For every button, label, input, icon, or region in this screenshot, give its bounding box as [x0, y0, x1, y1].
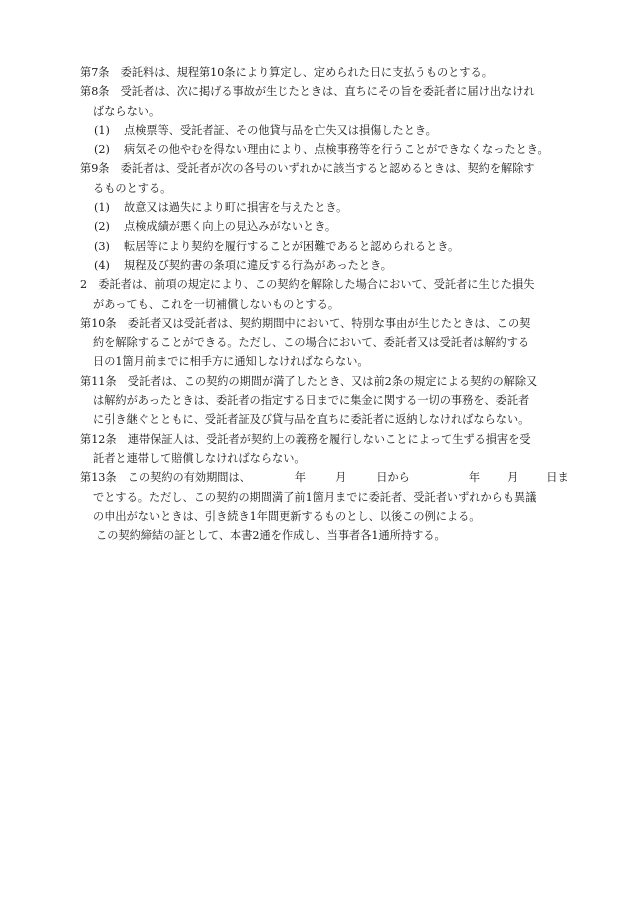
article-11: 第11条 受託者は、この契約の期間が満了したとき、又は前2条の規定による契約の解除又	[80, 374, 538, 388]
end-year-label: 年	[468, 471, 481, 485]
start-year-label: 年	[294, 471, 307, 485]
start-day-label: 日から	[376, 471, 410, 485]
article-12-continuation: 託者と連帯して賠償しなければならない。	[93, 451, 306, 465]
contract-clauses	[80, 63, 569, 545]
closing-statement: この契約締結の証として、本書2通を作成し、当事者各1通所持する。	[96, 529, 446, 543]
article-13	[80, 468, 569, 487]
end-month-label: 月	[507, 471, 519, 485]
article-13-continuation: でとする。ただし、この契約の期間満了前1箇月までに委託者、受託者いずれからも異議	[93, 490, 537, 504]
item-number: (3)	[94, 239, 110, 253]
article-8: 第8条 受託者は、次に掲げる事故が生じたときは、直ちにその旨を委託者に届け出なけれ	[80, 85, 535, 99]
end-day-label: 日ま	[546, 471, 569, 485]
item-text: 規程及び契約書の条項に違反する行為があったとき。	[124, 258, 392, 272]
validity-period-label: 第13条 この契約の有効期間は、	[80, 471, 251, 485]
item-text: 病気その他やむを得ない理由により、点検事務等を行うことができなくなったとき。	[124, 143, 549, 157]
item-text: 転居等により契約を履行することが困難であると認められるとき。	[124, 239, 460, 253]
article-12: 第12条 連帯保証人は、受託者が契約上の義務を履行しないことによって生ずる損害を受	[80, 432, 531, 446]
article-8-item-2	[80, 140, 560, 159]
article-11-continuation: は解約があったときは、委託者の指定する日までに集金に関する一切の事務を、委託者	[93, 394, 530, 408]
item-text: 点検票等、受託者証、その他貸与品を亡失又は損傷したとき。	[124, 123, 437, 137]
start-month-label: 月	[335, 471, 347, 485]
item-number: (1)	[94, 201, 110, 215]
article-9-continuation: るものとする。	[93, 181, 172, 195]
article-9-item-4	[80, 256, 560, 275]
article-10: 第10条 委託者又は受託者は、契約期間中において、特別な事由が生じたときは、この契	[80, 316, 531, 330]
item-number: (2)	[94, 143, 110, 157]
article-10-continuation: 日の1箇月前までに相手方に通知しなければならない。	[93, 355, 369, 369]
item-number: (1)	[94, 123, 110, 137]
article-11-continuation: に引き継ぐとともに、受託者証及び貸与品を直ちに委託者に返納しなければならない。	[93, 413, 530, 427]
article-9-item-1	[80, 198, 560, 217]
item-number: (2)	[94, 220, 110, 234]
article-9-item-2	[80, 217, 560, 236]
item-text: 点検成績が悪く向上の見込みがないとき。	[124, 220, 337, 234]
article-8-continuation: ばならない。	[93, 104, 161, 118]
article-9-paragraph-2-continuation: があっても、これを一切補償しないものとする。	[93, 297, 340, 311]
article-10-continuation: 約を解除することができる。ただし、この場合において、委託者又は受託者は解約する	[93, 336, 530, 350]
item-number: (4)	[94, 258, 110, 272]
article-8-item-1	[80, 121, 560, 140]
item-text: 故意又は過失により町に損害を与えたとき。	[124, 201, 348, 215]
article-13-continuation: の申出がないときは、引き続き1年間更新するものとし、以後この例による。	[93, 509, 481, 523]
article-9-paragraph-2: 2 委託者は、前項の規定により、この契約を解除した場合において、受託者に生じた損失	[80, 278, 535, 292]
article-9-item-3	[80, 237, 560, 256]
article-7: 第7条 委託料は、規程第10条により算定し、定められた日に支払うものとする。	[80, 66, 493, 79]
article-9: 第9条 委託者は、受託者が次の各号のいずれかに該当すると認めるときは、契約を解除す	[80, 162, 535, 176]
